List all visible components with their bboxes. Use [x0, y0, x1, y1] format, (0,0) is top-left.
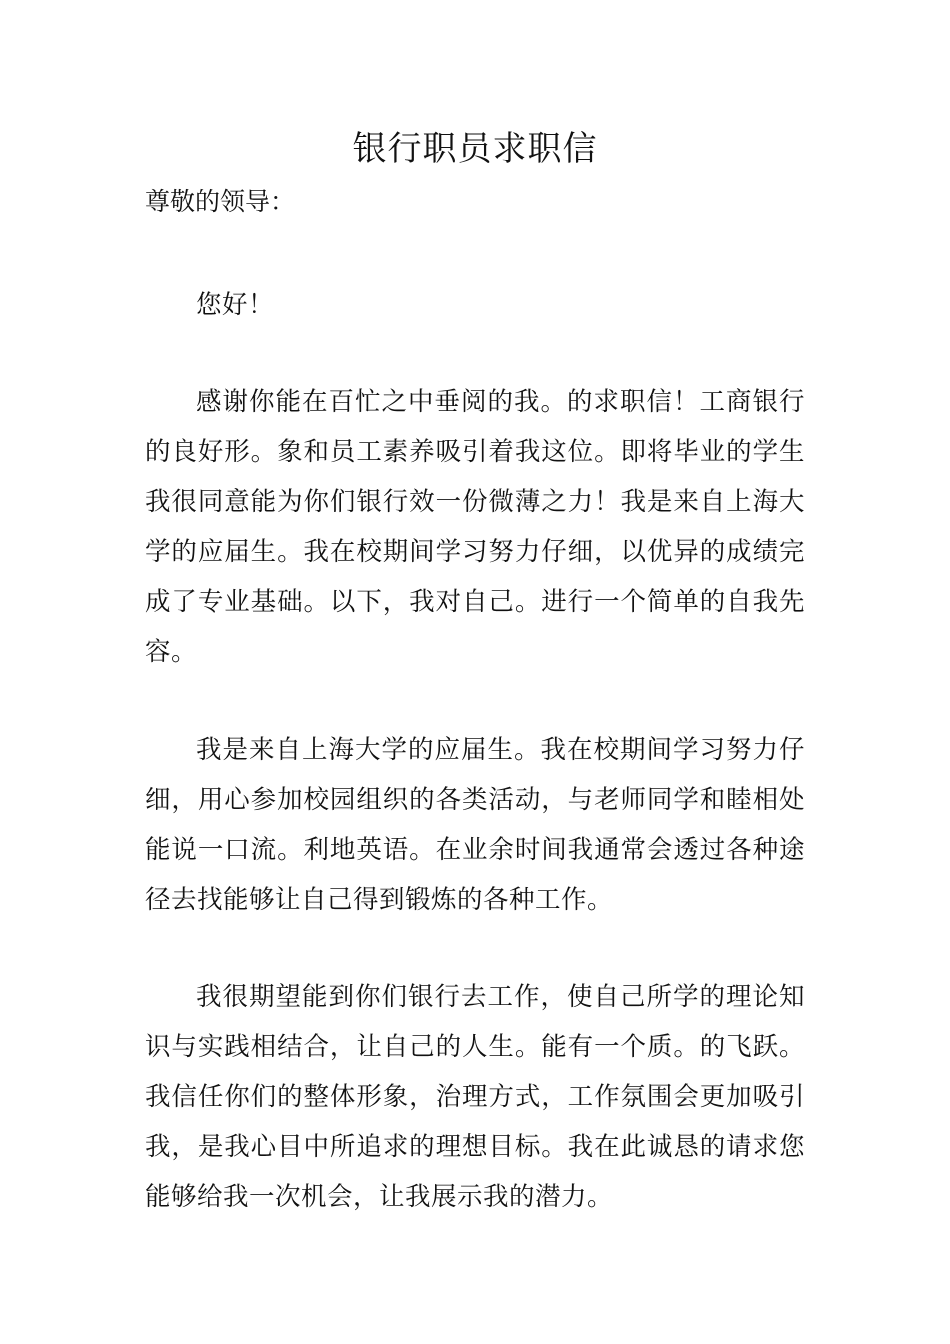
body-paragraph-2: 我是来自上海大学的应届生。我在校期间学习努力仔细，用心参加校园组织的各类活动，与老师同学和睦相处能说一口流。利地英语。在业余时间我通常会透过各种途径去找能够让自己得到锻炼的各种工作。: [145, 735, 805, 915]
salutation: 尊敬的领导：: [145, 187, 296, 216]
document-title: 银行职员求职信: [352, 129, 598, 169]
greeting: 您好！: [196, 290, 275, 320]
body-paragraph-1: 感谢你能在百忙之中垂阅的我。的求职信！工商银行的良好形。象和员工素养吸引着我这位。即将毕业的学生我很同意能为你们银行效一份微薄之力！我是来自上海大学的应届生。我在校期间学习努力仔细，以优异的成绩完成了专业基础。以下，我对自己。进行一个简单的自我先容。: [145, 387, 805, 667]
body-paragraph-3: 我很期望能到你们银行去工作，使自己所学的理论知识与实践相结合，让自己的人生。能有一个质。的飞跃。我信任你们的整体形象，治理方式，工作氛围会更加吸引我，是我心目中所追求的理想目标。我在此诚恳的请求您能够给我一次机会，让我展示我的潜力。: [145, 982, 805, 1212]
